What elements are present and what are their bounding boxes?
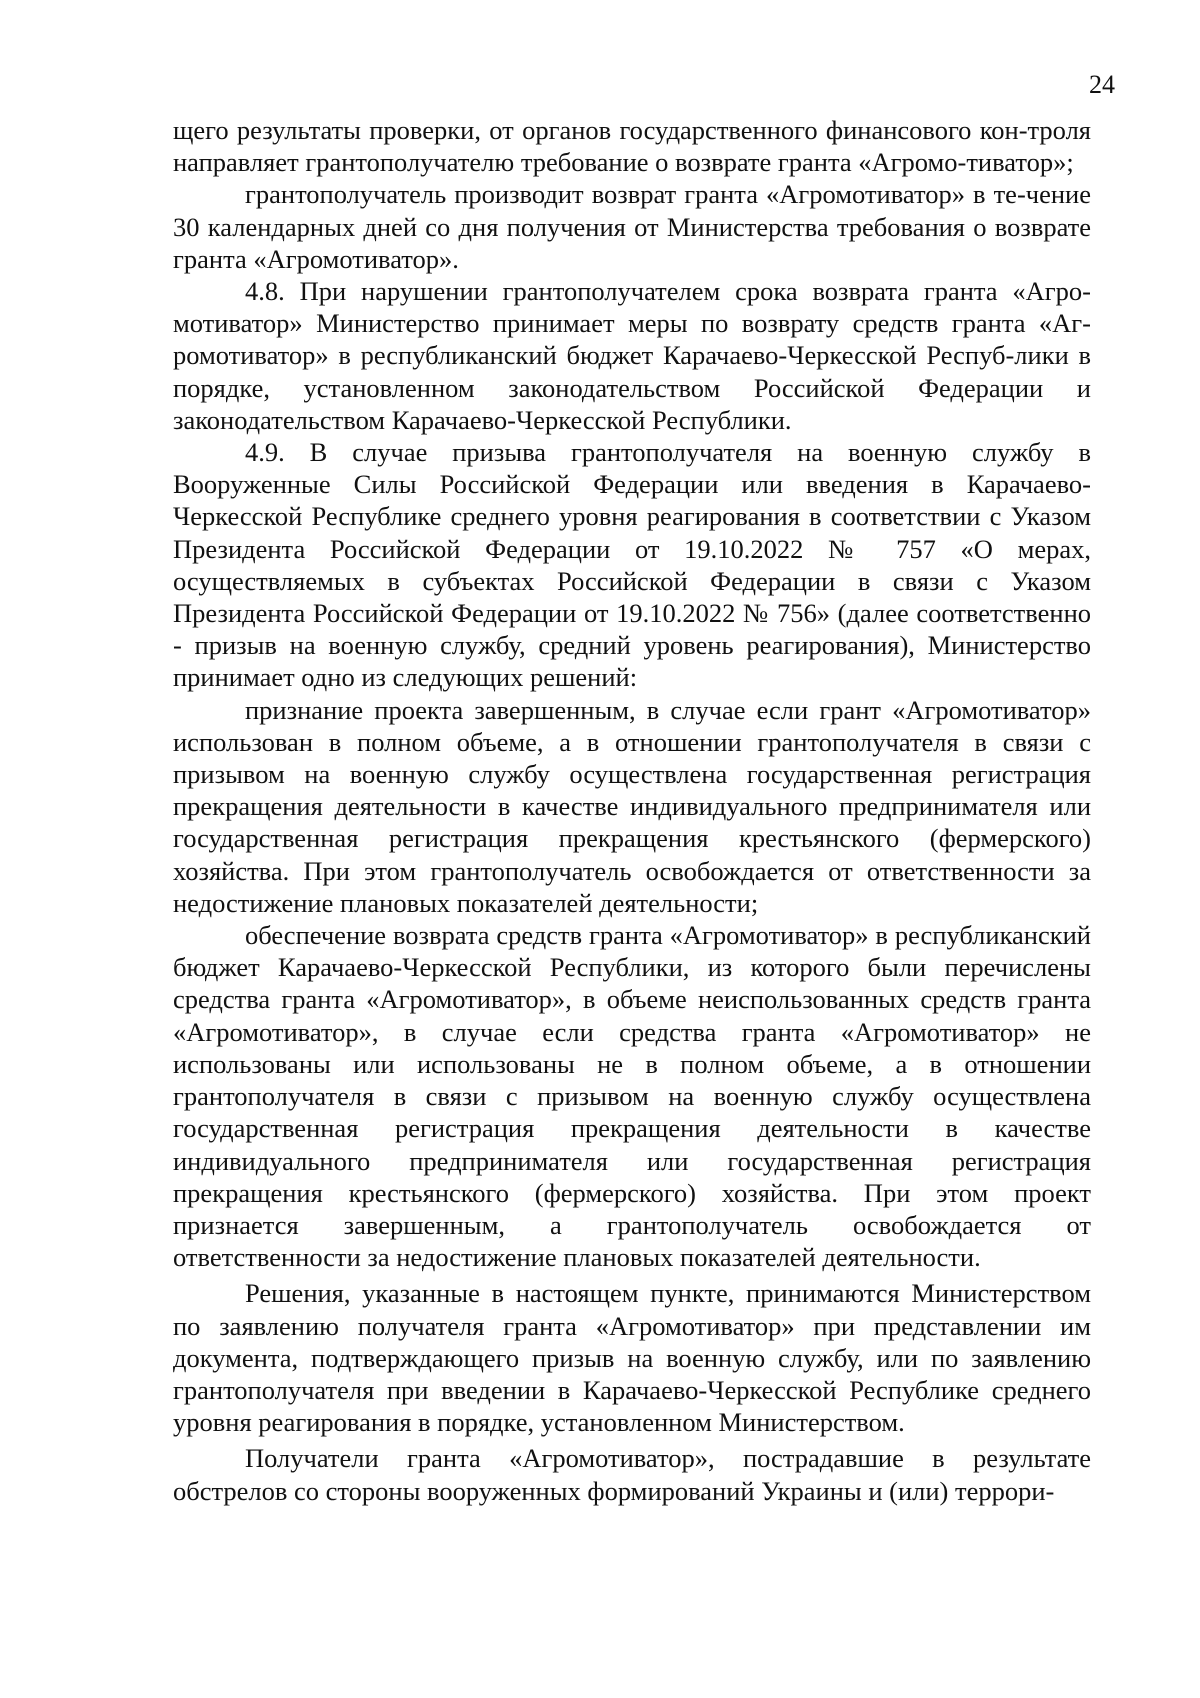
page-number: 24 bbox=[1089, 70, 1115, 99]
paragraph-funds-return: обеспечение возврата средств гранта «Агромотиватор» в республиканский бюджет Карачаево-Черкесской Республики, из которого были перечислены средства гранта «Агромотиватор», в объеме неиспользованных средств гранта «Агромотиватор», в случае если средства гранта «Агромотиватор» не использованы или использованы не в полном объеме, а в отношении грантополучателя в связи с призывом на военную службу осуществлена государственная регистрация прекращения деятельности в качестве индивидуального предпринимателя или государственная регистрация прекращения крестьянского (фермерского) хозяйства. При этом проект признается завершенным, а грантополучатель освобождается от ответственности за недостижение плановых показателей деятельности. bbox=[173, 920, 1091, 1273]
document-body bbox=[173, 114, 1091, 1507]
paragraph-continuation: щего результаты проверки, от органов государственного финансового кон-троля направляет грантополучателю требование о возврате гранта «Агромо-тиватор»; bbox=[173, 115, 1091, 178]
paragraph-decisions: Решения, указанные в настоящем пункте, принимаются Министерством по заявлению получателя гранта «Агромотиватор» при представлении им документа, подтверждающего призыв на военную службу, или по заявлению грантополучателя при введении в Карачаево-Черкесской Республике среднего уровня реагирования в порядке, установленном Министерством. bbox=[173, 1278, 1091, 1438]
paragraph-4-8: 4.8. При нарушении грантополучателем срока возврата гранта «Агро-мотиватор» Министерство принимает меры по возврату средств гранта «Аг-ромотиватор» в республиканский бюджет Карачаево-Черкесской Респуб-лики в порядке, установленном законодательством Российской Федерации и законодательством Карачаево-Черкесской Республики. bbox=[173, 276, 1091, 435]
paragraph-shelling-victims: Получатели гранта «Агромотиватор», пострадавшие в результате обстрелов со стороны вооруженных формирований Украины и (или) террори- bbox=[173, 1443, 1091, 1506]
paragraph-4-9: 4.9. В случае призыва грантополучателя на военную службу в Вооруженные Силы Российской Федерации или введения в Карачаево-Черкесской Республике среднего уровня реагирования в соответствии с Указом Президента Российской Федерации от 19.10.2022 № 757 «О мерах, осуществляемых в субъектах Российской Федерации в связи с Указом Президента Российской Федерации от 19.10.2022 № 756» (далее соответственно - призыв на военную службу, средний уровень реагирования), Министерство принимает одно из следующих решений: bbox=[173, 437, 1091, 693]
paragraph-grant-return: грантополучатель производит возврат гранта «Агромотиватор» в те-чение 30 календарных дней со дня получения от Министерства требования о возврате гранта «Агромотиватор». bbox=[173, 179, 1091, 274]
paragraph-project-completion: признание проекта завершенным, в случае если грант «Агромотиватор» использован в полном объеме, а в отношении грантополучателя в связи с призывом на военную службу осуществлена государственная регистрация прекращения деятельности в качестве индивидуального предпринимателя или государственная регистрация прекращения крестьянского (фермерского) хозяйства. При этом грантополучатель освобождается от ответственности за недостижение плановых показателей деятельности; bbox=[173, 694, 1091, 918]
